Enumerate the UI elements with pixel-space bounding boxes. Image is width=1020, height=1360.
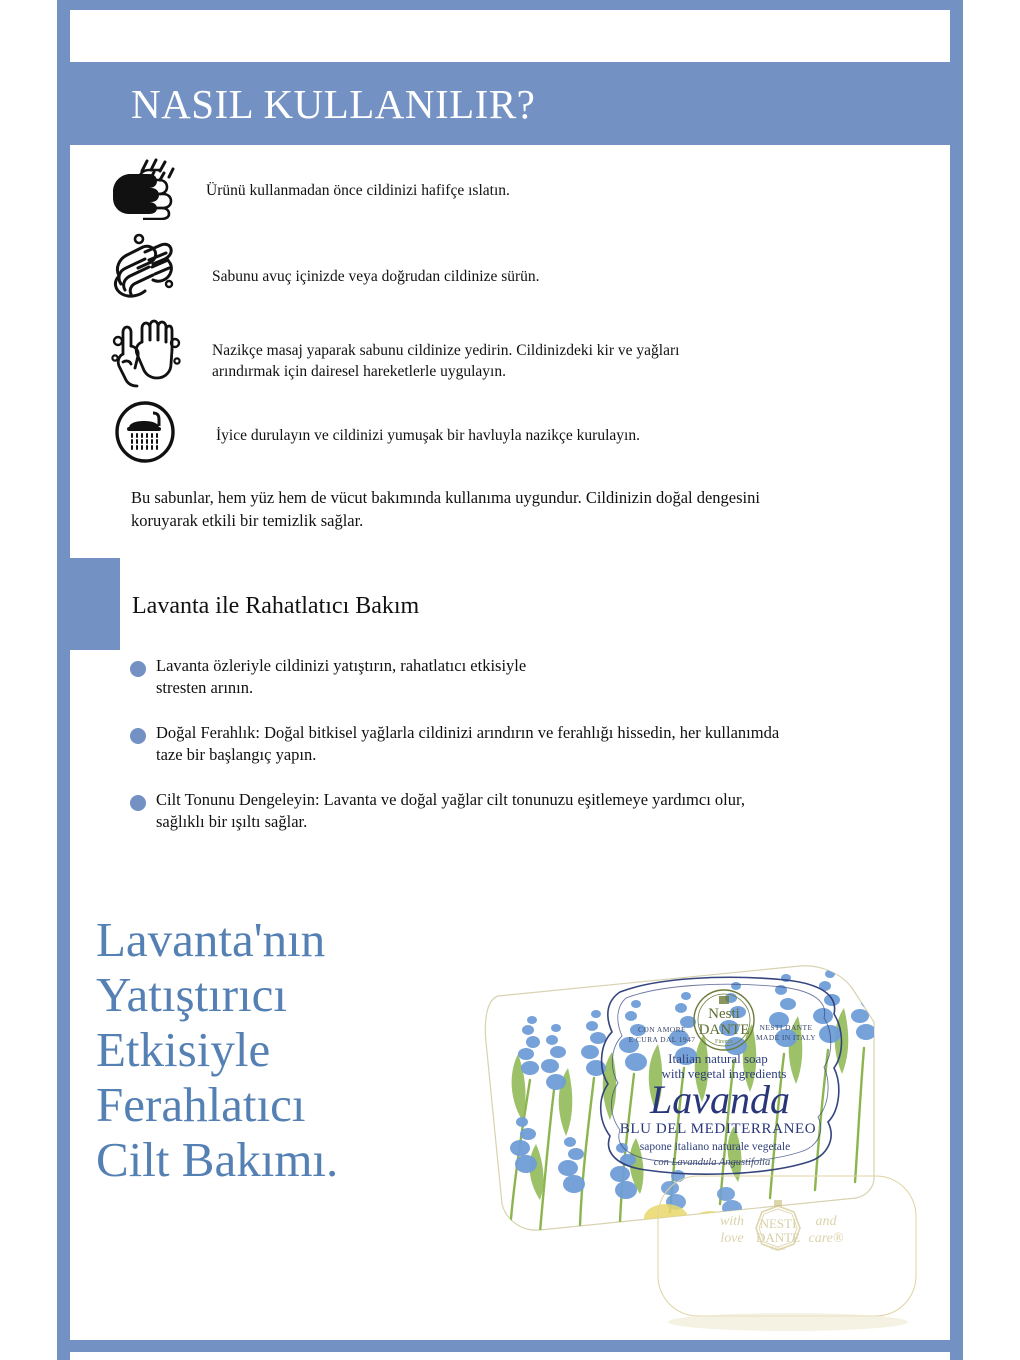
shower-rinse-icon bbox=[106, 401, 184, 463]
product-name: Lavanda bbox=[650, 1077, 790, 1122]
usage-step-3-text bbox=[212, 316, 679, 383]
bar-text-left-line-1: with bbox=[719, 1214, 745, 1229]
care-benefits-list bbox=[130, 655, 940, 856]
usage-step-4 bbox=[106, 401, 896, 473]
benefit-2-line-1: Doğal Ferahlık: Doğal bitkisel yağlarla cildinizi arındırın ve ferahlığı hissedin, her kullanımda bbox=[156, 722, 780, 742]
list-item bbox=[130, 789, 940, 834]
product-subtitle: BLU DEL MEDITERRANEO bbox=[619, 1121, 817, 1137]
usage-step-1-text: Ürünü kullanmadan önce cildinizi hafifçe ıslatın. bbox=[206, 182, 510, 199]
promo-headline bbox=[96, 913, 476, 1187]
promo-headline-line-1: Lavanta'nın bbox=[96, 912, 326, 967]
seal-right-line-1: NESTI DANTE bbox=[759, 1023, 813, 1032]
frame-bottom-bar bbox=[57, 1340, 963, 1352]
seal-right-line-2: MADE IN ITALY bbox=[755, 1033, 817, 1042]
care-section-heading: Lavanta ile Rahatlatıcı Bakım bbox=[132, 593, 420, 619]
bar-text-left-line-2: love bbox=[720, 1231, 744, 1246]
benefit-2-line-2: taze bir başlangıç yapın. bbox=[156, 745, 317, 765]
list-item bbox=[130, 655, 940, 700]
promo-headline-line-4: Ferahlatıcı bbox=[96, 1076, 306, 1132]
brand-name-line-1: Nesti bbox=[708, 1006, 740, 1022]
promo-headline-line-5: Cilt Bakımı. bbox=[96, 1131, 339, 1187]
frame-left-bar bbox=[57, 0, 70, 1360]
bullet-dot-icon bbox=[130, 728, 146, 744]
benefit-3-line-1: Cilt Tonunu Dengeleyin: Lavanta ve doğal yağlar cilt tonunuzu eşitlemeye yardımcı olur, bbox=[156, 789, 745, 809]
page-title: NASIL KULLANILIR? bbox=[131, 81, 536, 127]
bullet-dot-icon bbox=[130, 661, 146, 677]
frame-right-bar bbox=[950, 0, 963, 1360]
bar-text-right-line-1: and bbox=[815, 1214, 837, 1229]
product-image bbox=[470, 950, 940, 1340]
benefit-1-line-2: stresten arının. bbox=[156, 678, 254, 698]
bar-text-right-line-2: care® bbox=[808, 1231, 844, 1246]
usage-step-2-text: Sabunu avuç içinizde veya doğrudan cildinize sürün. bbox=[212, 268, 540, 285]
benefit-1-line-1: Lavanta özleriyle cildinizi yatıştırın, rahatlatıcı etkisiyle bbox=[156, 656, 527, 675]
benefit-3-line-2: sağlıklı bir ışıltı sağlar. bbox=[156, 812, 308, 832]
bar-brand-sub: Firenze bbox=[770, 1247, 786, 1252]
benefit-1-text bbox=[156, 655, 940, 700]
tagline-line-2: with vegetal ingredients bbox=[661, 1066, 787, 1081]
summary-paragraph bbox=[131, 486, 871, 533]
bar-brand-line-1: NESTI bbox=[759, 1216, 797, 1231]
usage-step-2 bbox=[106, 232, 896, 316]
benefit-3-text bbox=[156, 789, 940, 834]
usage-step-3 bbox=[106, 316, 896, 401]
wet-hands-icon bbox=[106, 158, 184, 220]
lathering-hands-icon bbox=[106, 232, 184, 304]
soap-bar bbox=[658, 1176, 916, 1331]
brand-sub: Firenze bbox=[715, 1039, 733, 1045]
promo-headline-line-3: Etkisiyle bbox=[96, 1021, 271, 1077]
frame-top-notch bbox=[70, 10, 938, 62]
benefit-2-text bbox=[156, 722, 940, 767]
list-item bbox=[130, 722, 940, 767]
usage-step-1 bbox=[106, 158, 896, 232]
brand-name-line-2: DANTE bbox=[698, 1022, 750, 1038]
usage-step-4-text: İyice durulayın ve cildinizi yumuşak bir havluyla nazikçe kurulayın. bbox=[216, 427, 640, 444]
bullet-dot-icon bbox=[130, 795, 146, 811]
massaging-hands-icon bbox=[106, 316, 184, 390]
left-accent-block bbox=[57, 558, 120, 650]
seal-left-line-2: E CURA DAL 1947 bbox=[628, 1035, 696, 1044]
summary-line-2: koruyarak etkili bir temizlik sağlar. bbox=[131, 511, 364, 531]
product-description-it: sapone italiano naturale vegetale bbox=[639, 1141, 791, 1153]
promo-headline-line-2: Yatıştırıcı bbox=[96, 966, 288, 1022]
tagline-line-1: Italian natural soap bbox=[668, 1051, 768, 1066]
usage-steps-list bbox=[106, 158, 896, 473]
summary-line-1: Bu sabunlar, hem yüz hem de vücut bakımında kullanıma uygundur. Cildinizin doğal dengesini bbox=[131, 488, 760, 507]
seal-left-line-1: CON AMORE bbox=[638, 1025, 686, 1034]
product-botanical: con Lavandula Angustifolia bbox=[653, 1157, 771, 1168]
bar-brand-line-2: DANTE bbox=[755, 1230, 801, 1245]
usage-step-3-line-1: Nazikçe masaj yaparak sabunu cildinize yedirin. Cildinizdeki kir ve yağları bbox=[212, 342, 680, 359]
frame-top-bar bbox=[57, 0, 963, 10]
usage-step-3-line-2: arındırmak için dairesel hareketlerle uygulayın. bbox=[212, 363, 506, 381]
package-label bbox=[601, 977, 842, 1174]
